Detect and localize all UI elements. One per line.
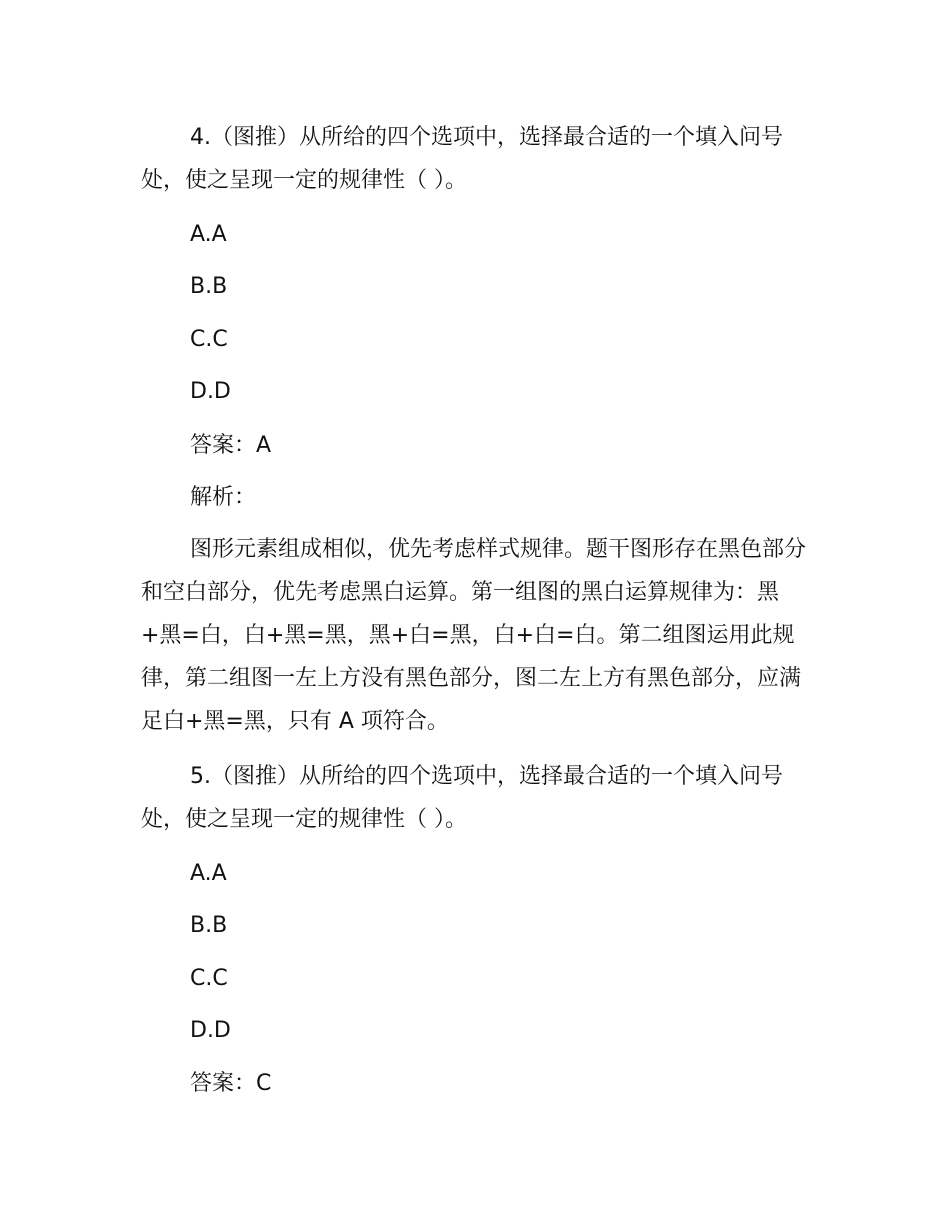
question-5-option-d: D.D (190, 1018, 231, 1043)
question-4-option-d: D.D (190, 379, 231, 404)
question-5-option-a: A.A (190, 861, 227, 886)
question-4-option-b: B.B (190, 274, 228, 299)
question-4-analysis-label: 解析： (190, 485, 257, 510)
question-4-option-c: C.C (190, 327, 228, 352)
question-5-answer: 答案：C (190, 1071, 272, 1096)
question-5-option-c: C.C (190, 966, 228, 991)
question-4-stem: 4.（图推）从所给的四个选项中，选择最合适的一个填入问号处，使之呈现一定的规律性（ ）。 (141, 125, 783, 193)
question-4-option-a: A.A (190, 222, 227, 247)
question-4-analysis: 图形元素组成相似，优先考虑样式规律。题干图形存在黑色部分和空白部分，优先考虑黑白运算。第一组图的黑白运算规律为：黑+黑=白，白+黑=黑，黑+白=黑，白+白=白。第二组图运用此规律，第二组图一左上方没有黑色部分，图二左上方有黑色部分，应满足白+黑=黑，只有 A 项符合。 (141, 537, 807, 734)
question-4-answer: 答案：A (190, 433, 272, 458)
question-5-stem: 5.（图推）从所给的四个选项中，选择最合适的一个填入问号处，使之呈现一定的规律性（ ）。 (141, 764, 783, 832)
question-5-option-b: B.B (190, 913, 228, 938)
